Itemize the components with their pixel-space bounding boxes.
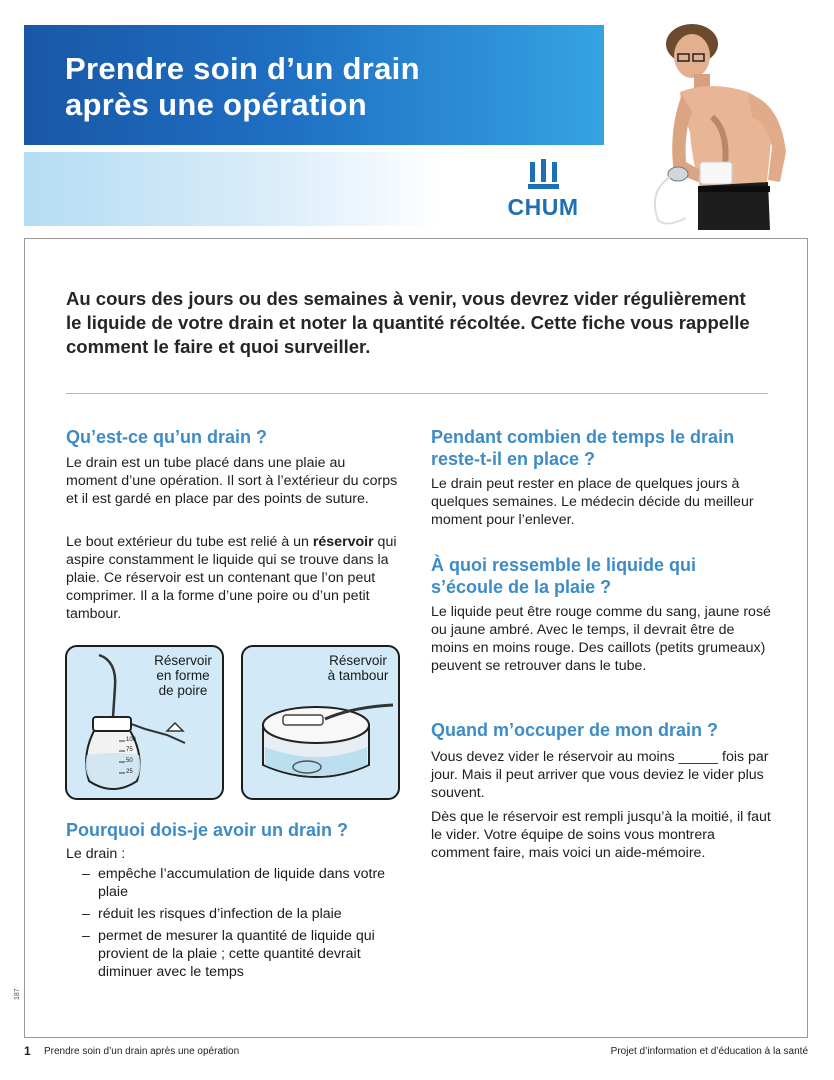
paragraph-reservoir: [66, 533, 400, 623]
scale-75: 75: [126, 747, 133, 753]
list-item: [82, 865, 408, 901]
heading-when: Quand m’occuper de mon drain ?: [431, 720, 719, 740]
drum-reservoir-label: Réservoir à tambour: [327, 653, 389, 683]
list-item-text: empêche l’accumulation de liquide dans votre plaie: [98, 866, 386, 900]
dash: –: [82, 866, 90, 882]
list-item: [82, 927, 408, 981]
bulb-reservoir-label: Réservoir en forme de poire: [154, 653, 212, 698]
reservoir-text-end: qui aspire constamment le liquide qui se trouve dans la plaie. Ce réservoir est un contenant que l’on peut comprimer. Il a la forme d’une poire ou d’un petit tambour.: [66, 534, 397, 622]
scale-50: 50: [126, 758, 133, 764]
diagram-bulb-reservoir: [65, 645, 224, 800]
chum-logo: [502, 157, 584, 223]
footer-title: Prendre soin d’un drain après une opération: [44, 1046, 240, 1057]
chum-logo-icon: [527, 159, 561, 191]
intro-text: Au cours des jours ou des semaines à venir, vous devrez vider régulièrement le liquide de votre drain et noter la quantité récoltée. Cette fiche vous rappelle comment le faire et quoi surveiller.: [66, 288, 750, 357]
why-drain-list: [82, 865, 408, 985]
dash: –: [82, 928, 90, 944]
page-number: 1: [24, 1044, 31, 1058]
footer-right: Projet d’information et d’éducation à la santé: [610, 1046, 808, 1057]
reservoir-text-start: Le bout extérieur du tube est relié à un: [66, 534, 313, 550]
scale-100: 100: [126, 737, 137, 743]
scale-25: 25: [126, 769, 133, 775]
paragraph-what-is-drain: Le drain est un tube placé dans une plaie au moment d’une opération. Il sort à l’extérieur du corps et il est gardé en place par des points de suture.: [66, 455, 398, 507]
paragraph-when-1: Vous devez vider le réservoir au moins _____ fois par jour. Mais il peut arriver que vous deviez le vider plus souvent.: [431, 749, 769, 801]
patient-photo: [640, 22, 810, 230]
heading-how-long: Pendant combien de temps le drain reste-t-il en place ?: [431, 427, 735, 469]
paragraph-how-long: Le drain peut rester en place de quelques jours à quelques semaines. Le médecin décide du meilleur moment pour l’enlever.: [431, 476, 754, 528]
heading-liquid: À quoi ressemble le liquide qui s’écoule de la plaie ?: [431, 555, 697, 597]
why-drain-intro: Le drain :: [66, 846, 126, 862]
side-code: 187: [14, 988, 21, 1000]
divider: [66, 393, 768, 394]
paragraph-when-2: Dès que le réservoir est rempli jusqu’à la moitié, il faut le vider. Votre équipe de soins vous montrera comment faire, mais voici un aide-mémoire.: [431, 809, 771, 861]
title-banner: [24, 25, 604, 145]
chum-logo-text: CHUM: [507, 194, 579, 220]
list-item-text: permet de mesurer la quantité de liquide qui provient de la plaie ; cette quantité devrait diminuer avec le temps: [98, 928, 375, 980]
list-item-text: réduit les risques d’infection de la plaie: [98, 906, 342, 922]
diagram-drum-reservoir: [241, 645, 400, 800]
reservoir-bold: réservoir: [312, 534, 374, 550]
dash: –: [82, 906, 90, 922]
list-item: [82, 905, 408, 923]
paragraph-liquid: Le liquide peut être rouge comme du sang, jaune rosé ou jaune ambré. Avec le temps, il devrait être de moins en moins rouge. Des caillots (petits grumeaux) peuvent se retrouver dans le tube.: [431, 604, 771, 674]
heading-why-drain: Pourquoi dois-je avoir un drain ?: [66, 820, 349, 840]
heading-what-is-drain: Qu’est-ce qu’un drain ?: [66, 427, 268, 447]
page-title: Prendre soin d’un drain après une opération: [65, 51, 420, 122]
